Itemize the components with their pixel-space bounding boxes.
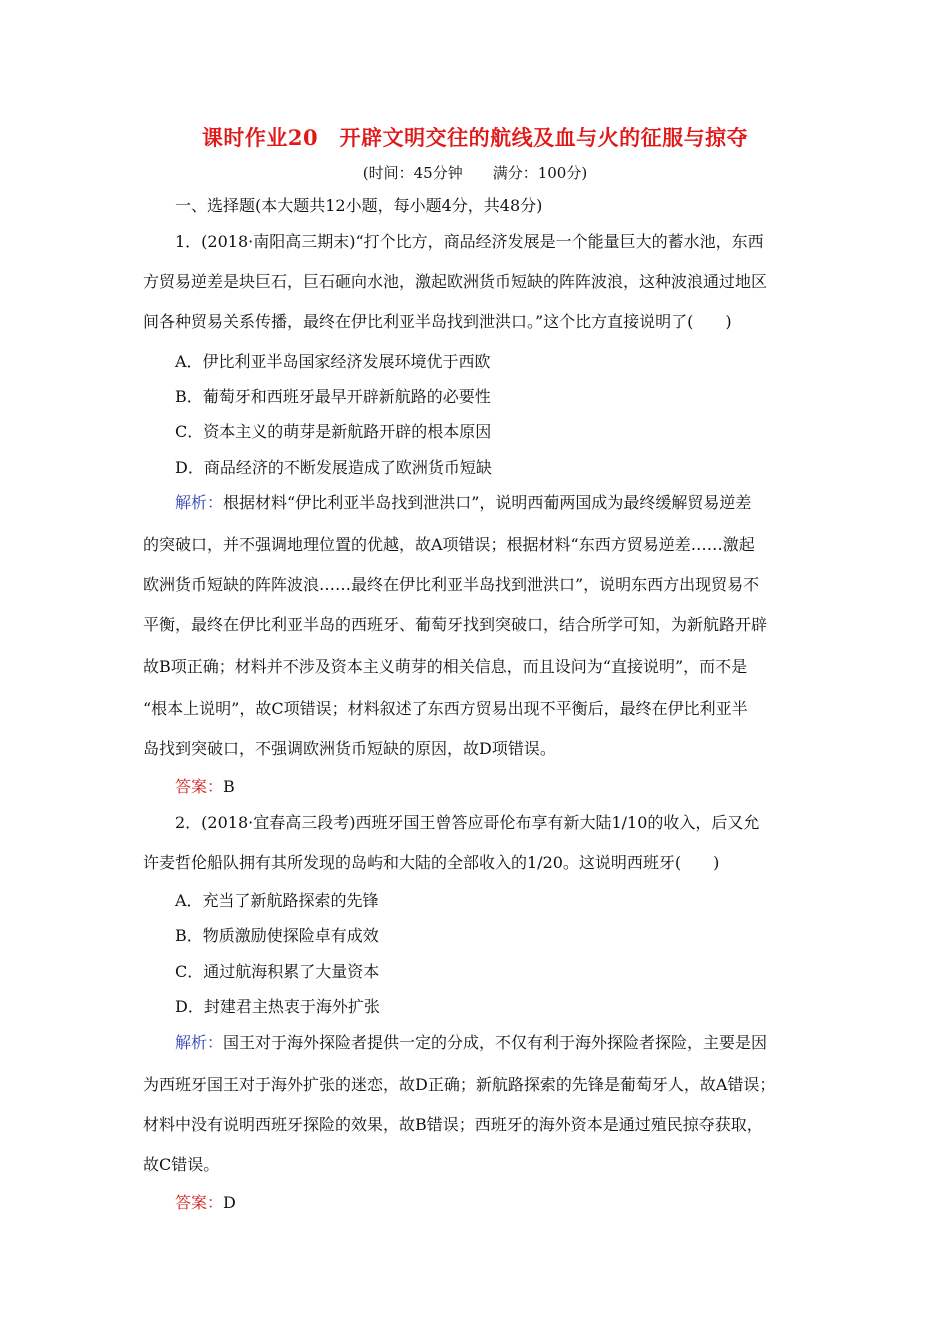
q2-option-a: A．充当了新航路探索的先锋	[175, 891, 379, 910]
q2-option-c: C．通过航海积累了大量资本	[175, 962, 380, 981]
q2-analysis-text: 国王对于海外探险者提供一定的分成，不仅有利于海外探险者探险，主要是因	[223, 1033, 768, 1052]
section-heading: 一、选择题(本大题共12小题，每小题4分，共48分)	[175, 196, 543, 215]
q1-answer-value: B	[223, 777, 235, 796]
q1-analysis-line: 欧洲货币短缺的阵阵波浪……最终在伊比利亚半岛找到泄洪口”，说明东西方出现贸易不	[143, 575, 760, 594]
q1-analysis-line: 岛找到突破口，不强调欧洲货币短缺的原因，故D项错误。	[143, 739, 556, 758]
q2-stem-line: 2．(2018·宜春高三段考)西班牙国王曾答应哥伦布享有新大陆1/10的收入，后又允	[175, 813, 760, 832]
q1-answer	[175, 777, 235, 797]
q2-option-b: B．物质激励使探险卓有成效	[175, 926, 379, 945]
q2-analysis-label: 解析：	[175, 1033, 224, 1052]
q1-analysis-line: 的突破口，并不强调地理位置的优越，故A项错误；根据材料“东西方贸易逆差……激起	[143, 535, 755, 554]
page-title: 课时作业20 开辟文明交往的航线及血与火的征服与掠夺	[201, 125, 749, 150]
q1-analysis-line: 平衡，最终在伊比利亚半岛的西班牙、葡萄牙找到突破口，结合所学可知，为新航路开辟	[143, 615, 768, 634]
q1-analysis-line	[175, 493, 751, 513]
q2-stem-line: 许麦哲伦船队拥有其所发现的岛屿和大陆的全部收入的1/20。这说明西班牙( )	[143, 853, 720, 872]
q1-option-b: B．葡萄牙和西班牙最早开辟新航路的必要性	[175, 387, 491, 406]
q1-analysis-line: “根本上说明”，故C项错误；材料叙述了东西方贸易出现不平衡后，最终在伊比利亚半	[143, 699, 748, 718]
q2-answer-label: 答案：	[175, 1193, 224, 1212]
q2-analysis-line	[175, 1033, 767, 1053]
q1-analysis-label: 解析：	[175, 493, 224, 512]
q1-analysis-text: 根据材料“伊比利亚半岛找到泄洪口”，说明西葡两国成为最终缓解贸易逆差	[223, 493, 752, 512]
q1-option-c: C．资本主义的萌芽是新航路开辟的根本原因	[175, 422, 492, 441]
q2-answer-value: D	[223, 1193, 236, 1212]
q1-stem-line: 间各种贸易关系传播，最终在伊比利亚半岛找到泄洪口。”这个比方直接说明了( )	[143, 312, 732, 331]
q2-answer	[175, 1193, 236, 1213]
q1-analysis-line: 故B项正确；材料并不涉及资本主义萌芽的相关信息，而且设问为“直接说明”，而不是	[143, 657, 748, 676]
time-and-score: (时间：45分钟 满分：100分)	[362, 164, 588, 182]
q2-analysis-line: 材料中没有说明西班牙探险的效果，故B错误；西班牙的海外资本是通过殖民掠夺获取，	[143, 1115, 763, 1134]
q1-stem-line: 1．(2018·南阳高三期末)“打个比方，商品经济发展是一个能量巨大的蓄水池，东西	[175, 232, 764, 251]
q1-stem-line: 方贸易逆差是块巨石，巨石砸向水池，激起欧洲货币短缺的阵阵波浪，这种波浪通过地区	[143, 272, 768, 291]
q2-analysis-line: 故C错误。	[143, 1155, 220, 1174]
q1-option-d: D．商品经济的不断发展造成了欧洲货币短缺	[175, 458, 492, 477]
q1-answer-label: 答案：	[175, 777, 224, 796]
q2-analysis-line: 为西班牙国王对于海外扩张的迷恋，故D正确；新航路探索的先锋是葡萄牙人，故A错误；	[143, 1075, 776, 1094]
q2-option-d: D．封建君主热衷于海外扩张	[175, 997, 380, 1016]
q1-option-a: A．伊比利亚半岛国家经济发展环境优于西欧	[175, 352, 491, 371]
